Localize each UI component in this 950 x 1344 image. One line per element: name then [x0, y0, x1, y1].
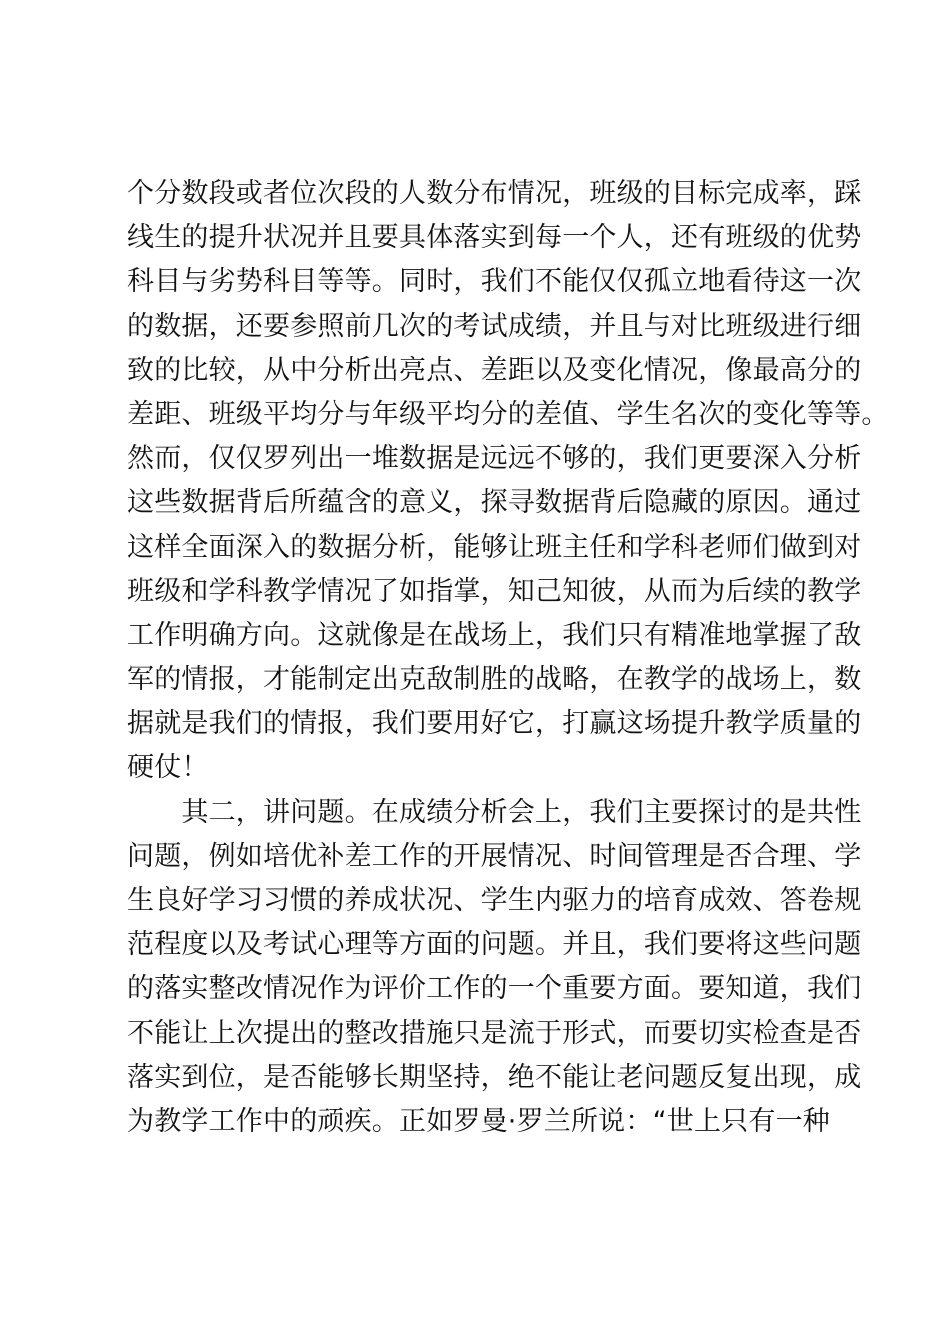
- text-line: 问题，例如培优补差工作的开展情况、时间管理是否合理、学: [127, 840, 862, 872]
- text-line: 这些数据背后所蕴含的意义，探寻数据背后隐藏的原因。通过: [127, 487, 862, 519]
- text-line: 落实到位，是否能够长期坚持，绝不能让老问题反复出现，成: [127, 1061, 862, 1093]
- text-line: 差距、班级平均分与年级平均分的差值、学生名次的变化等等。: [127, 398, 889, 430]
- text-line: 硬仗！: [127, 752, 209, 784]
- text-line: 个分数段或者位次段的人数分布情况，班级的目标完成率，踩: [127, 178, 862, 209]
- text-line: 的数据，还要参照前几次的考试成绩，并且与对比班级进行细: [127, 310, 862, 342]
- paragraph-start-line: 其二，讲问题。在成绩分析会上，我们主要探讨的是共性: [127, 796, 862, 828]
- text-line: 生良好学习习惯的养成状况、学生内驱力的培育成效、答卷规: [127, 885, 862, 916]
- text-line: 范程度以及考试心理等方面的问题。并且，我们要将这些问题: [127, 929, 862, 961]
- text-line: 班级和学科教学情况了如指掌，知己知彼，从而为后续的教学: [127, 575, 862, 607]
- text-line: 为教学工作中的顽疾。正如罗曼·罗兰所说：“世上只有一种: [127, 1105, 830, 1137]
- text-line: 工作明确方向。这就像是在战场上，我们只有精准地掌握了敌: [127, 619, 862, 651]
- text-line: 不能让上次提出的整改措施只是流于形式，而要切实检查是否: [127, 1017, 862, 1049]
- text-line: 据就是我们的情报，我们要用好它，打赢这场提升教学质量的: [127, 708, 862, 740]
- text-line: 这样全面深入的数据分析，能够让班主任和学科老师们做到对: [127, 531, 862, 563]
- body-text: [127, 172, 889, 1144]
- text-line: 科目与劣势科目等等。同时，我们不能仅仅孤立地看待这一次: [127, 266, 862, 298]
- text-line: 线生的提升状况并且要具体落实到每一个人，还有班级的优势: [127, 222, 862, 254]
- text-line: 的落实整改情况作为评价工作的一个重要方面。要知道，我们: [127, 973, 862, 1005]
- text-line: 然而，仅仅罗列出一堆数据是远远不够的，我们更要深入分析: [127, 443, 862, 475]
- text-line: 军的情报，才能制定出克敌制胜的战略，在教学的战场上，数: [127, 664, 862, 696]
- text-line: 致的比较，从中分析出亮点、差距以及变化情况，像最高分的: [127, 354, 862, 386]
